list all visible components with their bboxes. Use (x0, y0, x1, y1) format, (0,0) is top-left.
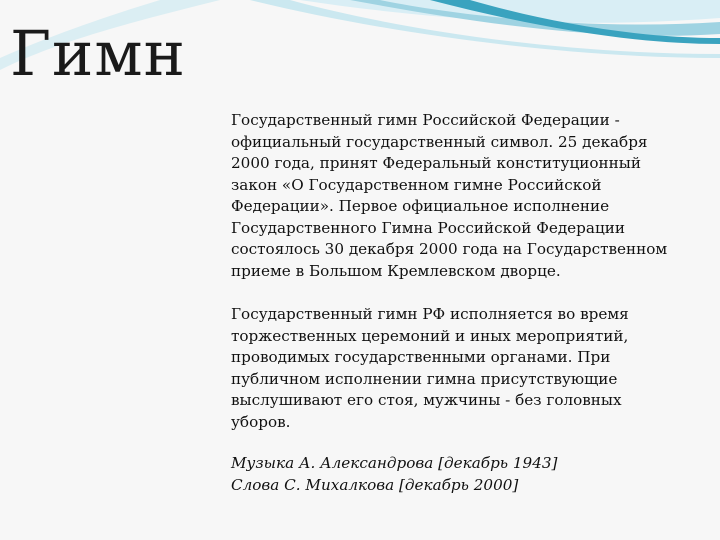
slide-body (231, 110, 671, 496)
slide-title: Гимн (10, 17, 186, 90)
paragraph-anthem-usage: Государственный гимн РФ исполняется во время торжественных церемоний и иных мероприятий, проводимых государственными органами. При публичном исполнении гимна присутствующие выслушивают его стоя, мужчины - без головных уборов. (231, 305, 629, 431)
credit-lyrics: Слова С. Михалкова [декабрь 2000] (231, 475, 519, 494)
credit-music: Музыка А. Александрова [декабрь 1943] (231, 454, 558, 472)
credits-block (231, 453, 671, 496)
paragraph-anthem-history: Государственный гимн Российской Федерации - официальный государственный символ. 25 декабря 2000 года, принят Федеральный конституционный закон «О Государственном гимне Российской Федерации». Первое официальное исполнение Государственного Гимна Российской Федерации состоялось 30 декабря 2000 года на Государственном приеме в Большом Кремлевском дворце. (231, 111, 668, 280)
